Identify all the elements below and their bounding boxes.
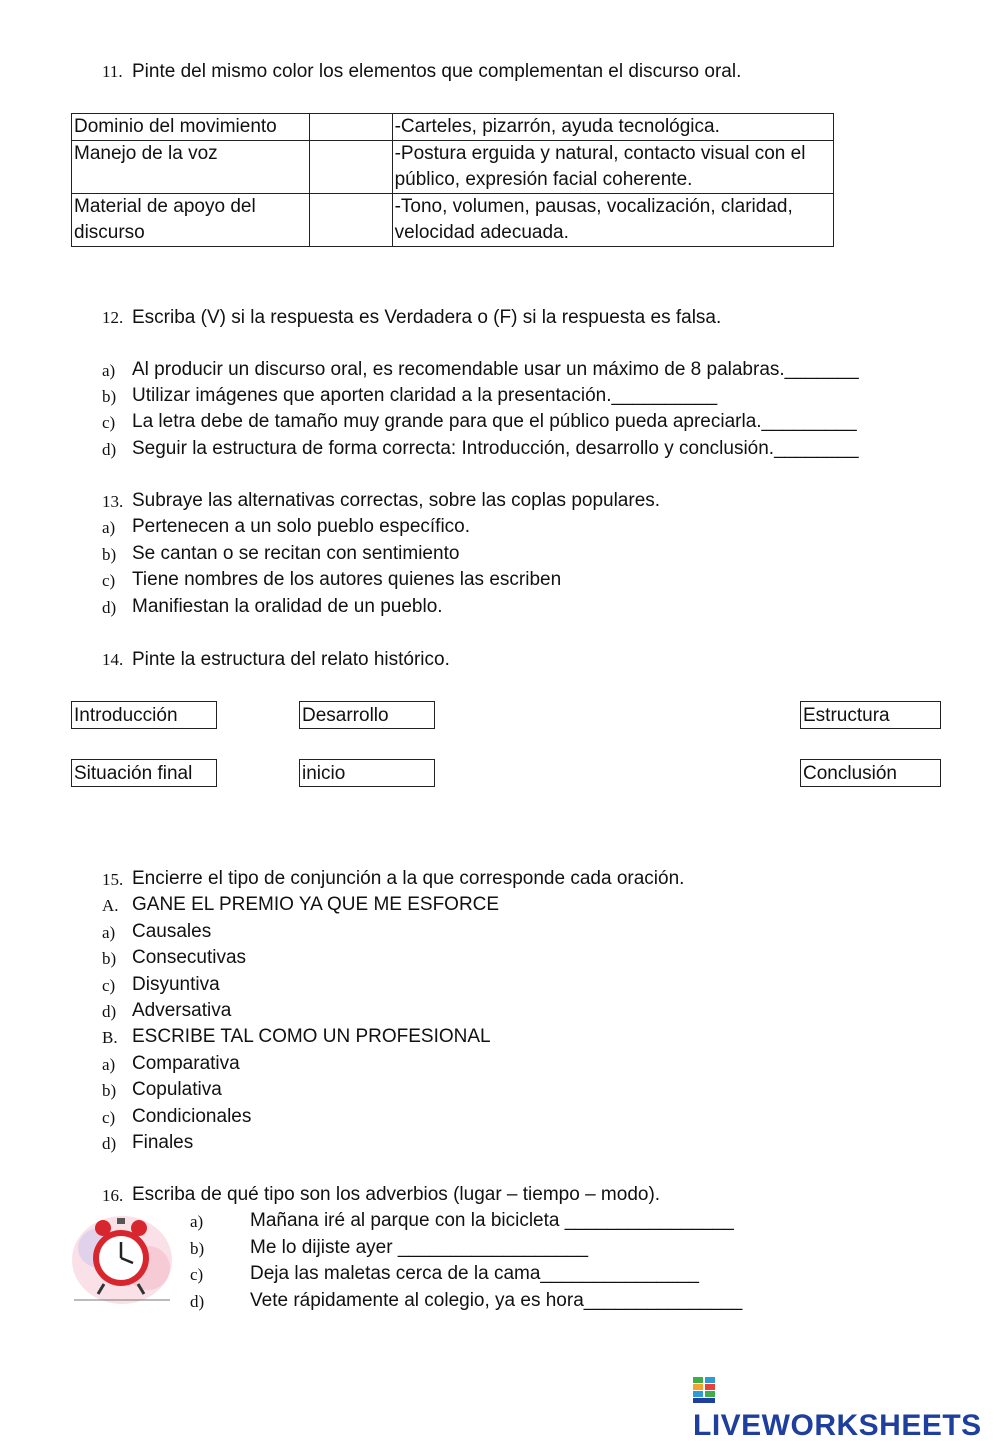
q15-option-marker: c): [102, 976, 116, 995]
match-left-line: discurso: [74, 222, 145, 243]
q15-prompt: Encierre el tipo de conjunción a la que corresponde cada oración.: [132, 868, 685, 889]
q15-option-marker: b): [102, 949, 117, 968]
liveworksheets-mark-icon: [693, 1377, 715, 1403]
alarm-clock-icon: [70, 1208, 175, 1308]
match-right-line: -Tono, volumen, pausas, vocalización, claridad,: [394, 196, 793, 217]
q16-item-marker: b): [190, 1239, 205, 1258]
logo-text: LIVEWORKSHEETS: [693, 1409, 982, 1442]
q15-option[interactable]: Adversativa: [132, 1000, 232, 1021]
q16-item[interactable]: Vete rápidamente al colegio, ya es hora_______________: [250, 1290, 743, 1311]
match-left-line: Material de apoyo del: [74, 196, 256, 217]
q15-option[interactable]: Copulativa: [132, 1079, 222, 1100]
q16-number: 16.: [102, 1186, 124, 1205]
q15-group-marker: B.: [102, 1028, 118, 1047]
q11-prompt: Pinte del mismo color los elementos que complementan el discurso oral.: [132, 61, 742, 82]
q15-option-marker: a): [102, 923, 116, 942]
q15-number: 15.: [102, 870, 124, 889]
q15-option[interactable]: Comparativa: [132, 1053, 240, 1074]
q12-item-marker: b): [102, 387, 117, 406]
q16-item-marker: d): [190, 1292, 205, 1311]
q13-option[interactable]: Manifiestan la oralidad de un pueblo.: [132, 596, 443, 617]
match-answer-cell[interactable]: [309, 141, 392, 194]
match-right-cell: [392, 194, 833, 247]
q13-number: 13.: [102, 492, 124, 511]
q15-sentence: GANE EL PREMIO YA QUE ME ESFORCE: [132, 894, 500, 915]
q16-item[interactable]: Deja las maletas cerca de la cama_______________: [250, 1263, 699, 1284]
q15-group-marker: A.: [102, 896, 119, 915]
q11-match-table: [71, 113, 834, 247]
q12-item[interactable]: Seguir la estructura de forma correcta: Introducción, desarrollo y conclusión.________: [132, 438, 859, 459]
q13-item-marker: b): [102, 545, 117, 564]
q13-option[interactable]: Se cantan o se recitan con sentimiento: [132, 543, 460, 564]
q12-item-marker: d): [102, 440, 117, 459]
q16-item[interactable]: Me lo dijiste ayer __________________: [250, 1237, 589, 1258]
match-right-cell: [392, 141, 833, 194]
q15-option-marker: d): [102, 1134, 117, 1153]
match-left-cell: Manejo de la voz: [72, 141, 310, 194]
table-row: [72, 141, 834, 194]
table-row: [72, 194, 834, 247]
q12-prompt: Escriba (V) si la respuesta es Verdadera o (F) si la respuesta es falsa.: [132, 307, 722, 328]
match-right-line: velocidad adecuada.: [394, 222, 569, 243]
liveworksheets-logo[interactable]: [693, 1372, 1000, 1442]
q15-option-marker: b): [102, 1081, 117, 1100]
structure-box-introduccion[interactable]: Introducción: [71, 701, 217, 729]
q12-item-marker: a): [102, 361, 116, 380]
q15-option[interactable]: Disyuntiva: [132, 974, 220, 995]
structure-box-estructura[interactable]: Estructura: [800, 701, 941, 729]
q13-option[interactable]: Tiene nombres de los autores quienes las escriben: [132, 569, 562, 590]
q15-option[interactable]: Condicionales: [132, 1106, 252, 1127]
structure-box-conclusion[interactable]: Conclusión: [800, 759, 941, 787]
match-left-cell: Dominio del movimiento: [72, 114, 310, 141]
structure-box-desarrollo[interactable]: Desarrollo: [299, 701, 435, 729]
q16-item-marker: a): [190, 1212, 204, 1231]
q14-prompt: Pinte la estructura del relato histórico.: [132, 649, 450, 670]
q15-option-marker: d): [102, 1002, 117, 1021]
q15-option[interactable]: Causales: [132, 921, 212, 942]
q15-option[interactable]: Consecutivas: [132, 947, 247, 968]
match-right-cell: -Carteles, pizarrón, ayuda tecnológica.: [392, 114, 833, 141]
q12-item[interactable]: La letra debe de tamaño muy grande para que el público pueda apreciarla._________: [132, 411, 857, 432]
match-answer-cell[interactable]: [309, 194, 392, 247]
q13-item-marker: c): [102, 571, 116, 590]
q13-prompt: Subraye las alternativas correctas, sobre las coplas populares.: [132, 490, 661, 511]
q15-sentence: ESCRIBE TAL COMO UN PROFESIONAL: [132, 1026, 491, 1047]
q12-number: 12.: [102, 308, 124, 327]
q12-item[interactable]: Al producir un discurso oral, es recomendable usar un máximo de 8 palabras._______: [132, 359, 859, 380]
table-row: [72, 114, 834, 141]
match-right-line: -Postura erguida y natural, contacto visual con el: [394, 143, 806, 164]
q15-option-marker: c): [102, 1108, 116, 1127]
q11-number: 11.: [102, 62, 123, 81]
match-right-line: público, expresión facial coherente.: [394, 169, 693, 190]
match-answer-cell[interactable]: [309, 114, 392, 141]
q13-option[interactable]: Pertenecen a un solo pueblo específico.: [132, 516, 471, 537]
q13-item-marker: d): [102, 598, 117, 617]
structure-box-inicio[interactable]: inicio: [299, 759, 435, 787]
q13-item-marker: a): [102, 518, 116, 537]
q16-item[interactable]: Mañana iré al parque con la bicicleta ________________: [250, 1210, 734, 1231]
structure-box-situacion-final[interactable]: Situación final: [71, 759, 217, 787]
q16-prompt: Escriba de qué tipo son los adverbios (lugar – tiempo – modo).: [132, 1184, 661, 1205]
q14-number: 14.: [102, 650, 124, 669]
match-left-cell: [72, 194, 310, 247]
q16-item-marker: c): [190, 1265, 204, 1284]
q15-option-marker: a): [102, 1055, 116, 1074]
q12-item[interactable]: Utilizar imágenes que aporten claridad a la presentación.__________: [132, 385, 718, 406]
q15-option[interactable]: Finales: [132, 1132, 194, 1153]
q12-item-marker: c): [102, 413, 116, 432]
